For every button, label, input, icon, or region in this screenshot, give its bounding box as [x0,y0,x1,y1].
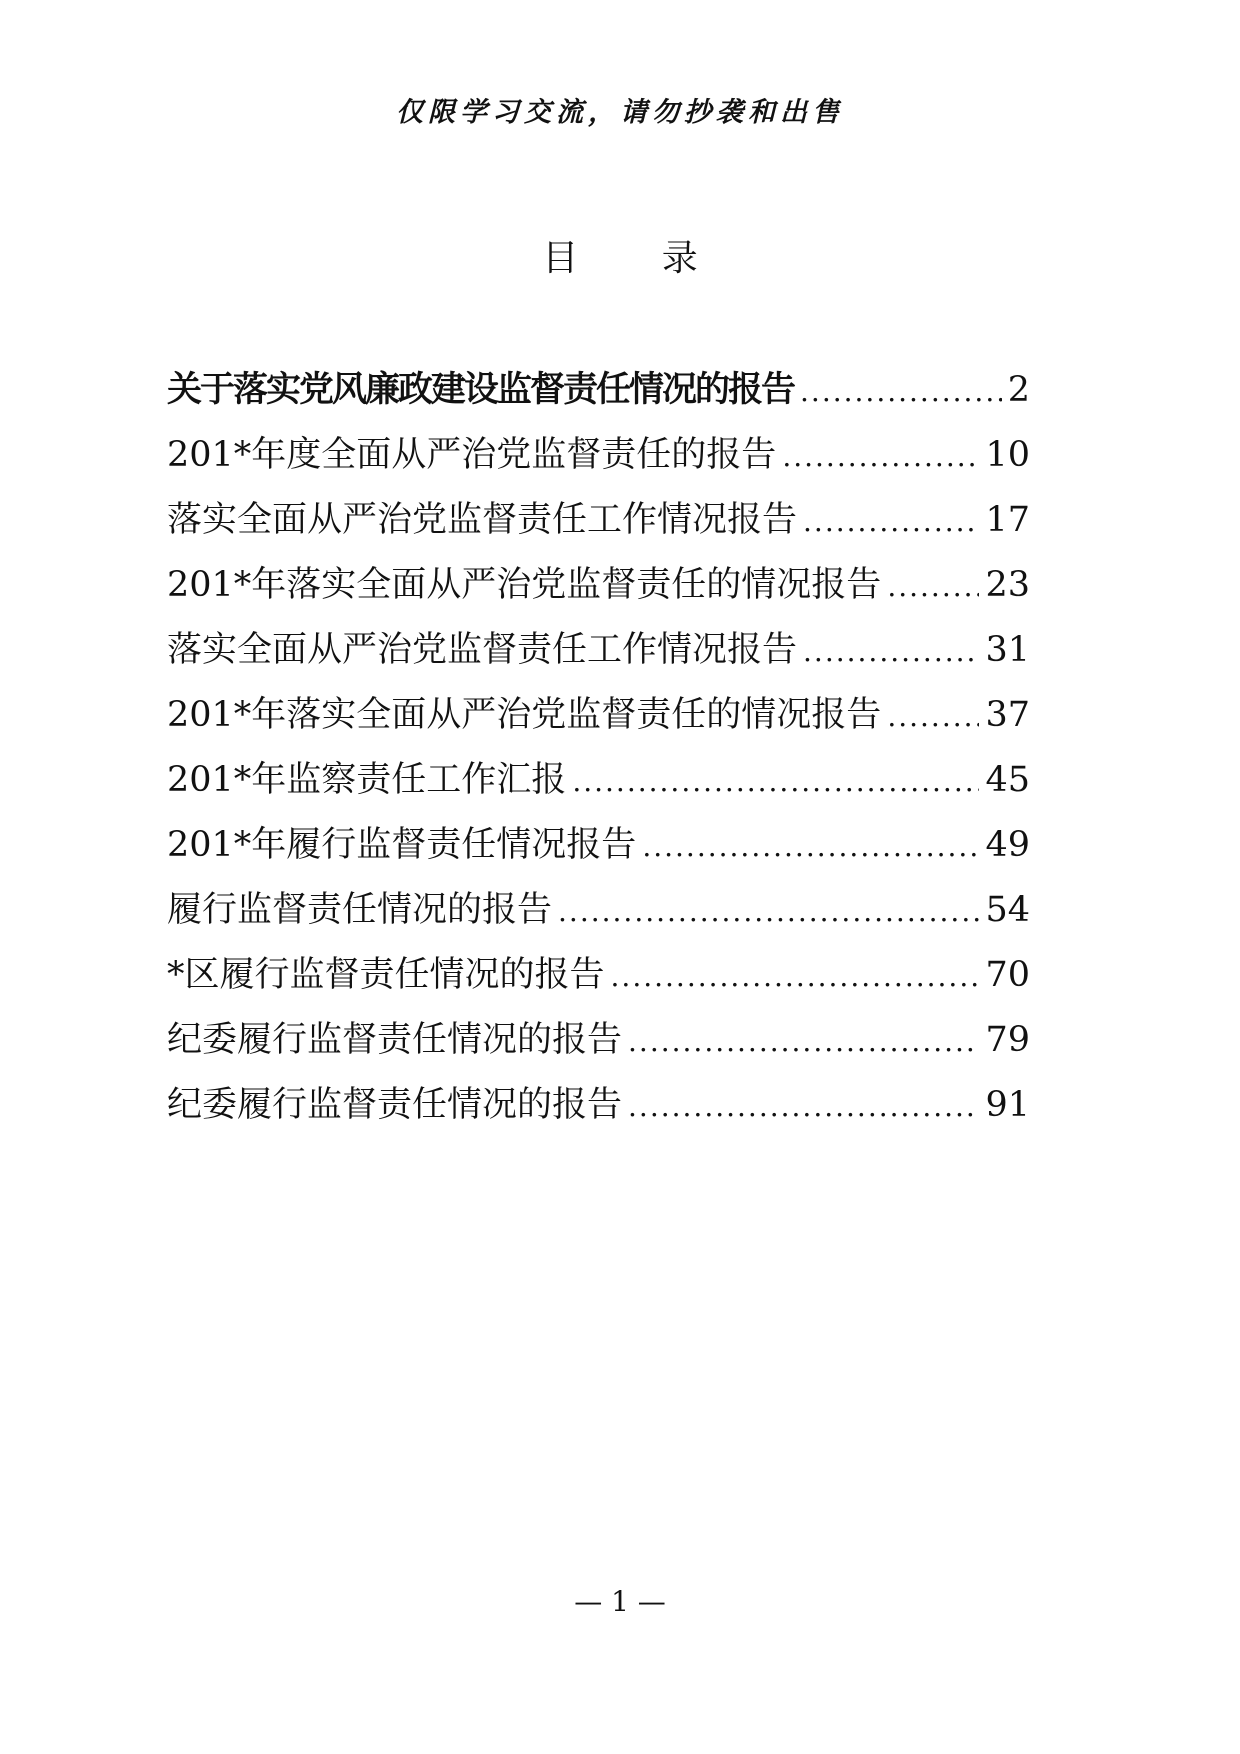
toc-entry-title: 201*年度全面从严治党监督责任的报告 [167,435,777,475]
toc-leader-dots [887,570,979,603]
toc-leader-dots [803,635,979,668]
toc-leader-dots [628,1025,979,1058]
toc-leader-dots [572,765,979,798]
toc-entry-title: 落实全面从严治党监督责任工作情况报告 [167,630,798,670]
toc-leader-dots [800,375,1002,408]
toc-entry-title: 201*年履行监督责任情况报告 [167,825,637,865]
toc-entry-page: 45 [985,760,1030,800]
toc-entry-title: 履行监督责任情况的报告 [167,890,553,930]
toc-entry-page: 49 [985,825,1030,865]
toc-entry[interactable] [167,947,1030,1012]
toc-entry[interactable] [167,362,1030,427]
page-number-footer: — 1 — [574,1585,666,1618]
toc-entry-page: 54 [985,890,1030,930]
toc-entry-page: 10 [985,435,1030,475]
toc-entry-page: 31 [985,630,1030,670]
toc-entry-page: 17 [985,500,1030,540]
toc-leader-dots [887,700,979,733]
toc-entry[interactable] [167,882,1030,947]
toc-entry[interactable] [167,1012,1030,1077]
toc-entry-title: 关于落实党风廉政建设监督责任情况的报告 [167,369,795,410]
toc-entry-page: 23 [985,565,1030,605]
toc-entry[interactable] [167,752,1030,817]
toc-entry[interactable] [167,817,1030,882]
toc-entry[interactable] [167,622,1030,687]
toc-entry-title: 201*年监察责任工作汇报 [167,760,567,800]
toc-entry-title: 落实全面从严治党监督责任工作情况报告 [167,500,798,540]
toc-entry-title: 纪委履行监督责任情况的报告 [167,1085,623,1125]
toc-entry-title: 201*年落实全面从严治党监督责任的情况报告 [167,565,882,605]
toc-entry[interactable] [167,492,1030,557]
toc-entry[interactable] [167,427,1030,492]
toc-entry-page: 2 [1007,370,1030,410]
toc-entry-title: 201*年落实全面从严治党监督责任的情况报告 [167,695,882,735]
toc-leader-dots [628,1090,979,1123]
toc-leader-dots [611,960,980,993]
toc-leader-dots [803,505,979,538]
header-note: 仅限学习交流，请勿抄袭和出售 [396,97,844,128]
toc-leader-dots [558,895,979,928]
toc-entry[interactable] [167,557,1030,622]
toc-entry-page: 70 [985,955,1030,995]
toc-title: 目 录 [542,238,734,279]
toc-entry[interactable] [167,1077,1030,1142]
toc-entry-title: *区履行监督责任情况的报告 [167,955,605,995]
toc-leader-dots [642,830,979,863]
toc-entry-title: 纪委履行监督责任情况的报告 [167,1020,623,1060]
toc-entry-page: 79 [985,1020,1030,1060]
toc-entry-page: 37 [985,695,1030,735]
toc-list [167,362,1030,1142]
toc-leader-dots [782,440,979,473]
toc-entry-page: 91 [985,1085,1030,1125]
toc-entry[interactable] [167,687,1030,752]
